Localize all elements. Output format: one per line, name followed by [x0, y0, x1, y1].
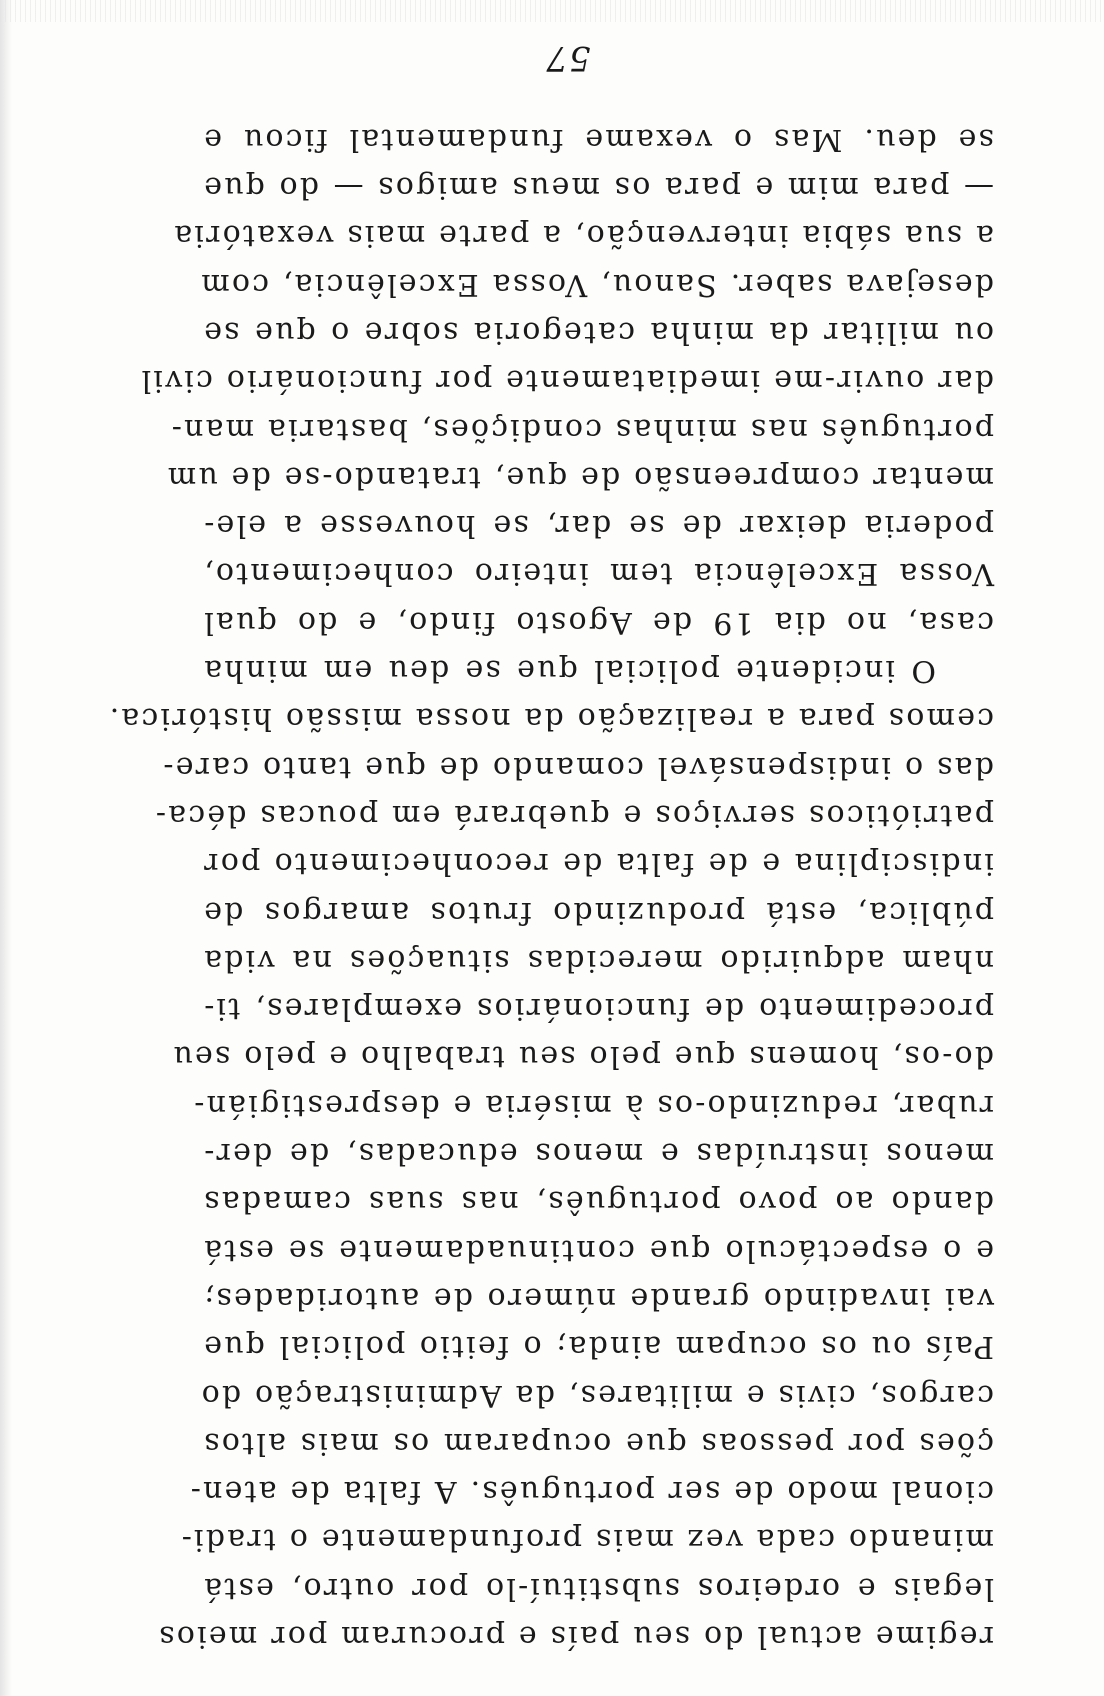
text-line-paragraph-start: O incidente policial que se deu em minha — [202, 653, 936, 689]
text-line: cargos, civis e militares, da Administração do — [199, 1377, 994, 1413]
text-line: procedimento de funcionários exemplares, ti- — [202, 991, 994, 1027]
text-line: português nas minhas condições, bastaria man- — [169, 411, 994, 447]
text-line: ou militar da minha categoria sobre o que se — [202, 314, 994, 350]
text-line: legais e ordeiros substituí-lo por outro, está — [202, 1570, 994, 1606]
text-line: e o espectáculo que continuadamente se está — [202, 1232, 994, 1268]
rotated-text-block — [107, 38, 994, 1660]
text-line: regime actual do seu país e procuram por meios — [157, 1619, 994, 1654]
text-line: pública, está produzindo frutos amargos de — [202, 894, 994, 930]
text-line: minando cada vez mais profundamente o tradi- — [179, 1522, 994, 1558]
text-line: ções por pessoas que ocuparam os mais altos — [202, 1425, 994, 1461]
text-line: vai invadindo grande número de autoridades; — [202, 1280, 994, 1316]
text-line: Vossa Excelência tem inteiro conhecimento, — [202, 556, 994, 592]
text-line: poderia deixar de se dar, se houvesse a ele- — [202, 508, 994, 544]
text-line: casa, no dia 19 de Agosto findo, e do qual — [202, 604, 994, 640]
text-line: dar ouvir-me imediatamente por funcionário civil — [139, 363, 994, 399]
text-line: cemos para a realização da nossa missão histórica. — [107, 701, 994, 737]
text-line: indisciplina e de falta de reconhecimento por — [202, 846, 994, 882]
text-line: nham adquirido merecidas situações na vida — [202, 942, 994, 978]
text-line: patrióticos serviços e quebrará em poucas déca- — [153, 797, 994, 833]
text-line: do-os, homens que pelo seu trabalho e pelo seu — [171, 1039, 994, 1075]
text-line: mentar compreensão de que, tratando-se de um — [165, 459, 994, 495]
text-line: cional modo de ser português. A falta de aten- — [188, 1474, 994, 1510]
text-line: rubar, reduzindo-os à miséria e desprestigián- — [192, 1087, 994, 1123]
scan-edge-noise — [0, 0, 1104, 22]
text-line: menos instruídas e menos educadas, de der- — [202, 1136, 994, 1172]
text-line: a sua sábia intervenção, a parte mais vexatória — [172, 218, 994, 254]
text-line: se deu. Mas o vexame fundamental ficou e — [202, 121, 994, 157]
page-number: 57 — [545, 38, 591, 79]
scan-page-edge — [0, 0, 12, 1696]
text-line: dando ao povo português, nas suas camadas — [202, 1184, 994, 1220]
text-line: das o indispensável comando de que tanto care- — [161, 749, 994, 785]
text-line: desejava saber. Sanou, Vossa Excelência, com — [199, 266, 994, 302]
text-line: País ou os ocupam ainda; o feitio policial que — [202, 1329, 994, 1365]
text-line: — para mim e para os meus amigos — do que — [202, 170, 994, 206]
